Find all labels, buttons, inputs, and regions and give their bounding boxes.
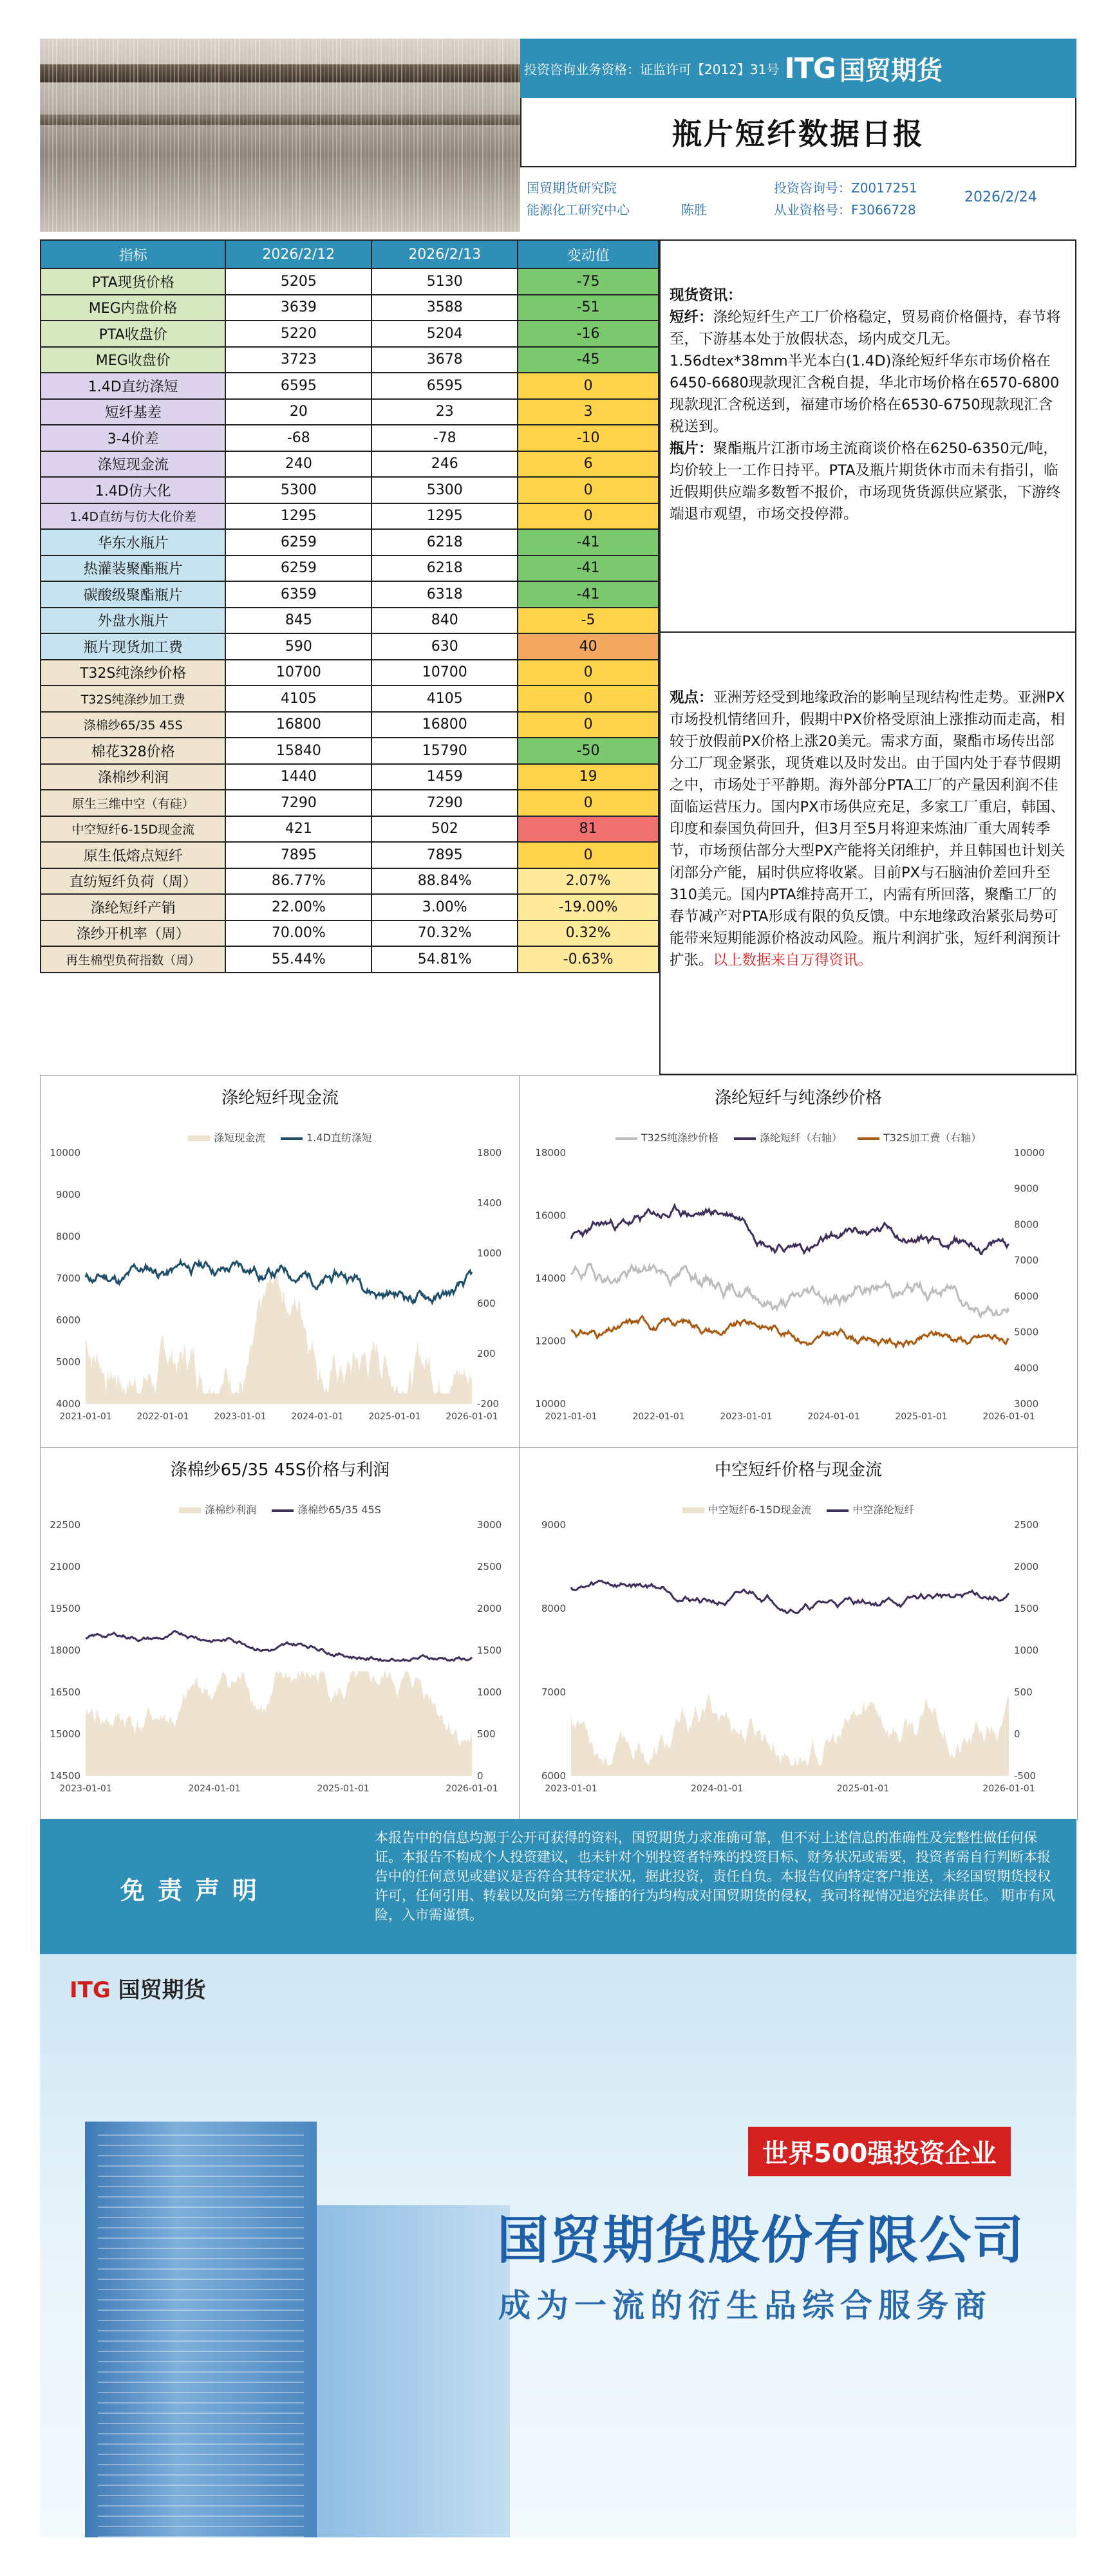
cell-name: 外盘水瓶片 <box>41 608 225 634</box>
x-tick-label: 2024-01-01 <box>188 1784 241 1794</box>
cell-v2: 7290 <box>371 790 518 816</box>
cell-v2: 1459 <box>371 764 518 790</box>
spot-news-box <box>659 239 1076 633</box>
cell-chg: -16 <box>518 321 659 347</box>
cell-v2: 246 <box>371 451 518 478</box>
cell-chg: -5 <box>518 608 659 634</box>
cell-chg: 0 <box>518 373 659 399</box>
chart-title: 涤纶短纤现金流 <box>221 1088 339 1108</box>
cell-name: 涤棉纱65/35 45S <box>41 712 225 738</box>
y-tick-label-right: 500 <box>1014 1686 1033 1698</box>
company-slogan: 成为一流的衍生品综合服务商 <box>498 2287 992 2324</box>
col-header-date2: 2026/2/13 <box>371 240 518 268</box>
cell-name: 1.4D仿大化 <box>41 477 225 503</box>
cell-v1: 845 <box>225 608 371 634</box>
x-tick-label: 2021-01-01 <box>545 1412 597 1422</box>
y-tick-label-right: 1500 <box>477 1645 502 1656</box>
y-tick-label-left: 18000 <box>50 1645 80 1656</box>
table-header-row <box>41 240 659 268</box>
cell-chg: 40 <box>518 633 659 660</box>
cell-v1: 4105 <box>225 686 371 712</box>
y-tick-label-right: 2500 <box>477 1561 502 1573</box>
y-tick-label-right: 3000 <box>477 1519 502 1531</box>
y-tick-label-left: 8000 <box>541 1603 566 1614</box>
x-tick-label: 2021-01-01 <box>59 1412 112 1422</box>
y-tick-label-left: 22500 <box>50 1519 80 1531</box>
table-row <box>41 712 659 738</box>
y-tick-label-left: 6000 <box>55 1314 80 1326</box>
y-tick-label-right: -500 <box>1014 1770 1037 1782</box>
cell-v1: 3723 <box>225 347 371 373</box>
disclaimer-section <box>40 1819 1076 1954</box>
table-row <box>41 738 659 764</box>
y-tick-label-right: 0 <box>477 1770 483 1782</box>
y-tick-label-left: 14500 <box>50 1770 80 1782</box>
spot-heading: 现货资讯： <box>670 287 742 304</box>
table-row <box>41 503 659 530</box>
cell-v1: 22.00% <box>225 894 371 920</box>
y-tick-label-right: 9000 <box>1014 1182 1039 1195</box>
cell-name: 华东水瓶片 <box>41 529 225 555</box>
table-row <box>41 920 659 947</box>
x-tick-label: 2026-01-01 <box>446 1412 498 1422</box>
table-row <box>41 347 659 373</box>
brand-name: 国贸期货 <box>839 55 943 86</box>
y-tick-label-right: 1800 <box>477 1147 502 1159</box>
cell-v2: 3.00% <box>371 894 518 920</box>
cell-name: 1.4D直纺与仿大化价差 <box>41 503 225 530</box>
y-tick-label-left: 7000 <box>541 1686 566 1698</box>
cell-v2: 840 <box>371 608 518 634</box>
table-row <box>41 373 659 399</box>
cell-v2: 70.32% <box>371 920 518 947</box>
cell-v2: 4105 <box>371 686 518 712</box>
y-tick-label-left: 21000 <box>50 1561 80 1573</box>
y-tick-label-right: 200 <box>477 1348 496 1359</box>
chart-title: 涤棉纱65/35 45S价格与利润 <box>170 1461 390 1480</box>
bottle-text: 聚酯瓶片江浙市场主流商谈价格在6250-6350元/吨，均价较上一工作日持平。PTA及瓶片期货休市而未有指引，临近假期供应端多数暂不报价，市场现货货源供应紧张，下游终端退市观望，市场交投停滞。 <box>670 440 1061 523</box>
series-area <box>86 1672 472 1777</box>
cell-name: 原生低熔点短纤 <box>41 842 225 868</box>
table-row <box>41 321 659 347</box>
x-tick-label: 2023-01-01 <box>545 1784 597 1794</box>
table-row <box>41 633 659 660</box>
headquarters-building-image <box>85 2122 317 2537</box>
itg-logo: ITG <box>784 51 836 85</box>
x-tick-label: 2022-01-01 <box>136 1412 189 1422</box>
cell-v1: 55.44% <box>225 946 371 973</box>
table-row <box>41 477 659 503</box>
x-tick-label: 2022-01-01 <box>632 1412 685 1422</box>
cell-chg: 6 <box>518 451 659 478</box>
cell-name: MEG收盘价 <box>41 347 225 373</box>
view-text: 亚洲芳烃受到地缘政治的影响呈现结构性走势。亚洲PX市场投机情绪回升，假期中PX价格受原油上涨推动而走高，相较于放假前PX价格上涨20美元。需求方面，聚酯市场传出部分工厂现金紧张，现货难以及时发出。由于国内处于春节假期之中，市场处于平静期。海外部分PTA工厂的产量因利润不佳面临运营压力。国内PX市场供应充足，多家工厂重启，韩国、印度和泰国负荷回升，但3月至5月将迎来炼油厂重大周转季节，市场预估部分大型PX产能将关闭维护，并且韩国也计划关闭部分产能，届时供应将收紧。目前PX与石脑油价差回升至310美元。国内PTA维持高开工，内需有所回落，聚酯工厂的春节减产对PTA形成有限的负反馈。中东地缘政治紧张局势可能带来短期能源价格波动风险。瓶片利润扩张，短纤利润预计扩张。 <box>670 689 1065 969</box>
cell-chg: -50 <box>518 738 659 764</box>
report-title: 瓶片短纤数据日报 <box>520 98 1076 167</box>
cell-chg: 3 <box>518 399 659 425</box>
cell-v2: 3678 <box>371 347 518 373</box>
x-tick-label: 2026-01-01 <box>446 1784 498 1794</box>
table-row <box>41 842 659 868</box>
series-area <box>571 1694 1009 1776</box>
cell-chg: -41 <box>518 529 659 555</box>
y-tick-label-left: 7000 <box>55 1273 80 1284</box>
chart-blend-yarn <box>40 1447 520 1820</box>
y-tick-label-left: 10000 <box>535 1398 566 1410</box>
table-row <box>41 764 659 790</box>
table-row <box>41 268 659 295</box>
y-tick-label-right: -200 <box>477 1398 500 1410</box>
cell-name: PTA现货价格 <box>41 268 225 295</box>
cell-name: 1.4D直纺涤短 <box>41 373 225 399</box>
promo-logo <box>70 1972 206 2004</box>
y-tick-label-right: 5000 <box>1014 1326 1039 1338</box>
x-tick-label: 2024-01-01 <box>807 1412 860 1422</box>
cell-v2: 6218 <box>371 529 518 555</box>
series-area <box>86 1268 472 1404</box>
series-line <box>571 1316 1009 1347</box>
table-row <box>41 660 659 686</box>
cell-name: T32S纯涤纱价格 <box>41 660 225 686</box>
cell-v2: 5130 <box>371 268 518 295</box>
y-tick-label-right: 6000 <box>1014 1290 1039 1302</box>
cell-v1: 3639 <box>225 295 371 321</box>
cell-name: 直纺短纤负荷（周） <box>41 868 225 895</box>
cell-name: 热灌装聚酯瓶片 <box>41 555 225 582</box>
chart-plot <box>520 1076 1077 1448</box>
y-tick-label-right: 1400 <box>477 1197 502 1209</box>
cell-chg: 0.32% <box>518 920 659 947</box>
institute-name: 国贸期货研究院 <box>527 180 617 196</box>
y-tick-label-right: 4000 <box>1014 1362 1039 1374</box>
cell-v2: 88.84% <box>371 868 518 895</box>
analyst-name: 陈胜 <box>681 202 707 218</box>
legend-item: 中空涤纶短纤 <box>852 1504 915 1516</box>
cell-chg: 0 <box>518 790 659 816</box>
cell-chg: 0 <box>518 686 659 712</box>
chart-plot <box>41 1448 520 1820</box>
x-tick-label: 2023-01-01 <box>59 1784 112 1794</box>
market-view-box <box>659 633 1076 1075</box>
y-tick-label-left: 12000 <box>535 1335 566 1347</box>
cell-name: 涤纶短纤产销 <box>41 894 225 920</box>
cell-v2: 5204 <box>371 321 518 347</box>
bottle-label: 瓶片： <box>670 440 713 457</box>
y-tick-label-right: 600 <box>477 1298 496 1309</box>
x-tick-label: 2023-01-01 <box>720 1412 773 1422</box>
data-source-note: 以上数据来自万得资讯。 <box>713 952 873 969</box>
table-row <box>41 790 659 816</box>
cell-v2: 16800 <box>371 712 518 738</box>
cell-v1: 6595 <box>225 373 371 399</box>
cell-chg: 0 <box>518 842 659 868</box>
staple-label: 短纤： <box>670 309 713 326</box>
legend-item: 涤棉纱利润 <box>205 1504 257 1516</box>
brand-name: 国贸期货 <box>118 1977 206 2003</box>
itg-logo: ITG <box>70 1977 111 2003</box>
cell-chg: 19 <box>518 764 659 790</box>
report-date: 2026/2/24 <box>964 189 1037 205</box>
cell-v1: 1295 <box>225 503 371 530</box>
textile-loom-photo <box>40 39 520 232</box>
chart-staple-yarn-price <box>519 1075 1078 1448</box>
cell-v2: 15790 <box>371 738 518 764</box>
cell-v1: 15840 <box>225 738 371 764</box>
col-header-indicator: 指标 <box>41 240 225 268</box>
cell-name: 3-4价差 <box>41 425 225 451</box>
chart-staple-cashflow <box>40 1075 520 1448</box>
y-tick-label-left: 6000 <box>541 1770 566 1782</box>
cell-v2: 7895 <box>371 842 518 868</box>
col-header-change: 变动值 <box>518 240 659 268</box>
x-tick-label: 2023-01-01 <box>214 1412 267 1422</box>
cell-v2: 502 <box>371 816 518 843</box>
table-row <box>41 451 659 478</box>
series-line <box>571 1206 1009 1255</box>
cell-chg: 0 <box>518 712 659 738</box>
cell-v1: 590 <box>225 633 371 660</box>
disclaimer-title: 免责声明 <box>120 1876 270 1905</box>
y-tick-label-right: 3000 <box>1014 1398 1039 1410</box>
cell-v2: 6218 <box>371 555 518 582</box>
col-header-date1: 2026/2/12 <box>225 240 371 268</box>
cell-name: 涤纱开机率（周） <box>41 920 225 947</box>
cell-v2: 6595 <box>371 373 518 399</box>
top-banner <box>520 39 1076 98</box>
cell-v2: 54.81% <box>371 946 518 973</box>
cell-v1: 421 <box>225 816 371 843</box>
cell-name: 碳酸级聚酯瓶片 <box>41 581 225 608</box>
table-row <box>41 868 659 895</box>
table-row <box>41 894 659 920</box>
cell-chg: -10 <box>518 425 659 451</box>
cell-chg: -51 <box>518 295 659 321</box>
cell-v1: 6359 <box>225 581 371 608</box>
cell-v1: 1440 <box>225 764 371 790</box>
x-tick-label: 2025-01-01 <box>836 1784 890 1794</box>
table-row <box>41 425 659 451</box>
cell-chg: 81 <box>518 816 659 843</box>
chart-hollow-fiber <box>519 1447 1078 1820</box>
cell-v2: 10700 <box>371 660 518 686</box>
cell-chg: -0.63% <box>518 946 659 973</box>
cell-name: PTA收盘价 <box>41 321 225 347</box>
y-tick-label-left: 16500 <box>50 1686 80 1698</box>
legend-item: 涤棉纱65/35 45S <box>297 1504 381 1516</box>
cell-name: 涤短现金流 <box>41 451 225 478</box>
cell-v1: 5220 <box>225 321 371 347</box>
y-tick-label-right: 1000 <box>477 1686 502 1698</box>
license-text: 投资咨询业务资格：证监许可【2012】31号 <box>524 61 780 77</box>
table-row <box>41 686 659 712</box>
y-tick-label-right: 2000 <box>1014 1561 1039 1573</box>
cell-chg: 0 <box>518 503 659 530</box>
staple-text: 涤纶短纤生产工厂价格稳定，贸易商价格僵持，春节将至，下游基本处于放假状态，场内成交几无。1.56dtex*38mm半光本白(1.4D)涤纶短纤华东市场价格在6450-6680现款现汇含税自提，华北市场价格在6570-6800现款现汇含税送到，福建市场价格在6530-6750现款现汇含税送到。 <box>670 309 1061 435</box>
y-tick-label-right: 1000 <box>477 1247 502 1259</box>
cell-v1: 10700 <box>225 660 371 686</box>
x-tick-label: 2025-01-01 <box>368 1412 421 1422</box>
indicator-table <box>40 239 659 973</box>
company-promo-banner <box>40 1954 1076 2537</box>
cell-v1: 6259 <box>225 555 371 582</box>
legend-item: T32S纯涤纱价格 <box>641 1132 718 1144</box>
cell-name: 再生棉型负荷指数（周） <box>41 946 225 973</box>
x-tick-label: 2026-01-01 <box>982 1412 1035 1422</box>
building-image <box>317 2205 510 2537</box>
author-meta <box>520 167 1076 232</box>
y-tick-label-right: 0 <box>1014 1728 1020 1740</box>
cell-name: 涤棉纱利润 <box>41 764 225 790</box>
y-tick-label-left: 15000 <box>50 1728 80 1740</box>
x-tick-label: 2025-01-01 <box>895 1412 948 1422</box>
disclaimer-text: 本报告中的信息均源于公开可获得的资料，国贸期货力求准确可靠，但不对上述信息的准确性及完整性做任何保证。本报告不构成个人投资建议，也未针对个别投资者特殊的投资目标、财务状况或需要，投资者需自行判断本报告中的任何意见或建议是否符合其特定状况，据此投资，责任自负。本报告仅向特定客户推送，未经国贸期货授权许可，任何引用、转载以及向第三方传播的行为均构成对国贸期货的侵权，我司将视情况追究法律责任。 期市有风险，入市需谨慎。 <box>375 1830 1055 1923</box>
y-tick-label-left: 9000 <box>55 1189 80 1200</box>
cell-v1: 7895 <box>225 842 371 868</box>
chart-plot <box>520 1448 1077 1820</box>
fortune500-badge: 世界500强投资企业 <box>748 2127 1011 2176</box>
cell-v2: 5300 <box>371 477 518 503</box>
table-row <box>41 529 659 555</box>
cell-v1: 5300 <box>225 477 371 503</box>
legend-item: 涤短现金流 <box>214 1132 266 1144</box>
cell-v1: 16800 <box>225 712 371 738</box>
y-tick-label-right: 1000 <box>1014 1645 1039 1656</box>
series-line <box>571 1264 1009 1317</box>
view-label: 观点： <box>670 689 713 706</box>
practice-number: 从业资格号：F3066728 <box>774 202 916 218</box>
cell-v1: 240 <box>225 451 371 478</box>
cell-v1: 86.77% <box>225 868 371 895</box>
cell-name: 原生三维中空（有硅） <box>41 790 225 816</box>
cell-name: 棉花328价格 <box>41 738 225 764</box>
cell-name: 短纤基差 <box>41 399 225 425</box>
table-row <box>41 816 659 843</box>
y-tick-label-left: 5000 <box>55 1356 80 1368</box>
chart-plot <box>41 1076 520 1448</box>
y-tick-label-left: 18000 <box>535 1147 566 1159</box>
cell-chg: -41 <box>518 555 659 582</box>
cell-v1: 5205 <box>225 268 371 295</box>
y-tick-label-right: 7000 <box>1014 1255 1039 1267</box>
table-row <box>41 555 659 582</box>
cell-v2: 1295 <box>371 503 518 530</box>
cell-name: 中空短纤6-15D现金流 <box>41 816 225 843</box>
y-tick-label-left: 16000 <box>535 1209 566 1222</box>
chart-title: 涤纶短纤与纯涤纱价格 <box>714 1088 882 1108</box>
cell-name: MEG内盘价格 <box>41 295 225 321</box>
y-tick-label-left: 14000 <box>535 1273 566 1284</box>
series-line <box>86 1631 472 1661</box>
chart-title: 中空短纤价格与现金流 <box>714 1461 882 1480</box>
report-header <box>40 39 1076 232</box>
company-name: 国贸期货股份有限公司 <box>497 2210 1025 2270</box>
table-row <box>41 608 659 634</box>
cell-v2: 3588 <box>371 295 518 321</box>
y-tick-label-left: 19500 <box>50 1603 80 1614</box>
cell-v1: -68 <box>225 425 371 451</box>
series-line <box>571 1581 1009 1613</box>
y-tick-label-left: 9000 <box>541 1519 566 1531</box>
cell-chg: -19.00% <box>518 894 659 920</box>
table-row <box>41 399 659 425</box>
table-row <box>41 295 659 321</box>
x-tick-label: 2025-01-01 <box>317 1784 370 1794</box>
legend-item: 中空短纤6-15D现金流 <box>708 1504 812 1516</box>
cell-chg: 0 <box>518 660 659 686</box>
cell-v1: 6259 <box>225 529 371 555</box>
legend-item: 1.4D直纺涤短 <box>306 1132 372 1144</box>
y-tick-label-right: 500 <box>477 1728 496 1740</box>
y-tick-label-right: 10000 <box>1014 1147 1045 1159</box>
legend-item: 涤纶短纤（右轴） <box>759 1132 842 1144</box>
cell-v2: -78 <box>371 425 518 451</box>
y-tick-label-left: 4000 <box>55 1398 80 1410</box>
cell-chg: -41 <box>518 581 659 608</box>
y-tick-label-left: 8000 <box>55 1231 80 1242</box>
consult-number: 投资咨询号：Z0017251 <box>774 180 917 196</box>
cell-name: 瓶片现货加工费 <box>41 633 225 660</box>
cell-chg: -45 <box>518 347 659 373</box>
research-center: 能源化工研究中心 <box>527 202 630 218</box>
x-tick-label: 2024-01-01 <box>690 1784 744 1794</box>
cell-chg: 0 <box>518 477 659 503</box>
cell-name: T32S纯涤纱加工费 <box>41 686 225 712</box>
cell-v2: 6318 <box>371 581 518 608</box>
cell-v2: 630 <box>371 633 518 660</box>
y-tick-label-right: 2000 <box>477 1603 502 1614</box>
cell-chg: 2.07% <box>518 868 659 895</box>
y-tick-label-left: 10000 <box>50 1147 80 1159</box>
table-row <box>41 946 659 973</box>
y-tick-label-right: 2500 <box>1014 1519 1039 1531</box>
cell-v1: 20 <box>225 399 371 425</box>
table-row <box>41 581 659 608</box>
x-tick-label: 2024-01-01 <box>291 1412 344 1422</box>
cell-v1: 70.00% <box>225 920 371 947</box>
y-tick-label-right: 8000 <box>1014 1218 1039 1231</box>
x-tick-label: 2026-01-01 <box>982 1784 1035 1794</box>
cell-chg: -75 <box>518 268 659 295</box>
cell-v1: 7290 <box>225 790 371 816</box>
cell-v2: 23 <box>371 399 518 425</box>
y-tick-label-right: 1500 <box>1014 1603 1039 1614</box>
legend-item: T32S加工费（右轴） <box>883 1132 982 1144</box>
